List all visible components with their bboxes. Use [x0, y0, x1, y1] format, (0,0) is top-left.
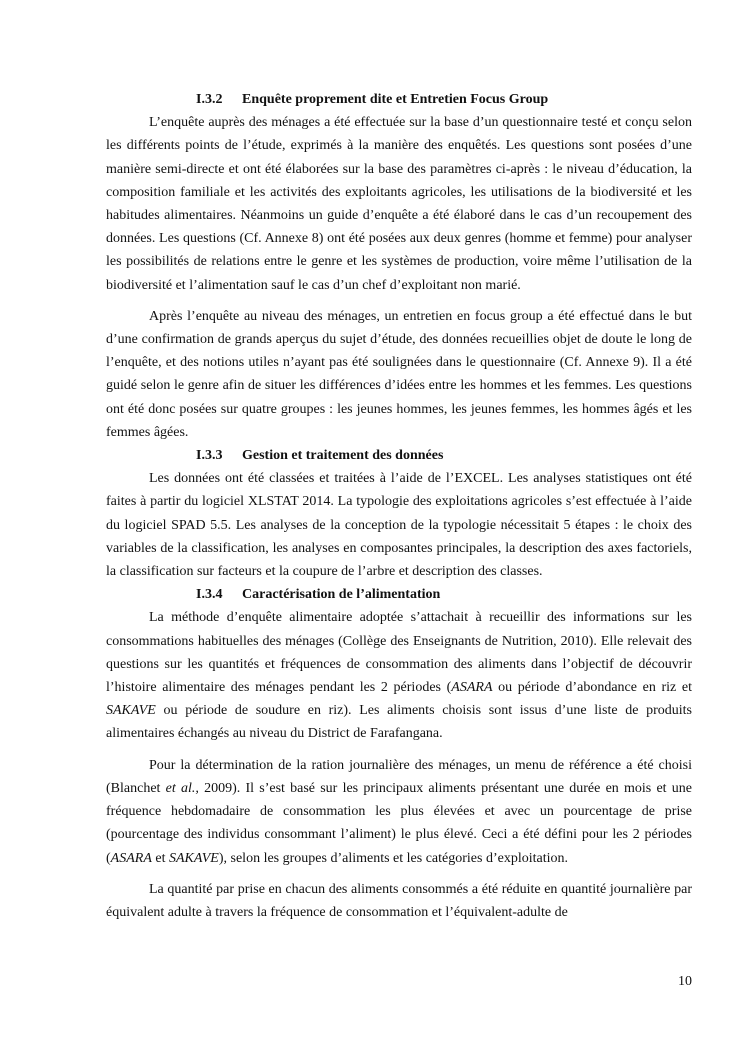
- document-page: [106, 88, 692, 924]
- paragraph: La méthode d’enquête alimentaire adoptée s’attachait à recueillir des informations sur les consommations habituelles des ménages (Collège des Enseignants de Nutrition, 2010). Elle relevait des questions sur les quantités et fréquences de consommation des aliments dans l’objectif de découvrir l’histoire alimentaire des ménages pendant les 2 périodes (ASARA ou période d’abondance en riz et SAKAVE ou période de soudure en riz). Les aliments choisis sont issus d’une liste de produits alimentaires échangés au niveau du District de Farafangana.: [106, 610, 692, 742]
- section-heading: [106, 583, 692, 606]
- section-number: I.3.4: [196, 587, 223, 603]
- section-title: Caractérisation de l’alimentation: [242, 587, 441, 603]
- section-heading: [106, 444, 692, 467]
- paragraph: Les données ont été classées et traitées à l’aide de l’EXCEL. Les analyses statistiques ont été faites à partir du logiciel XLSTAT 2014. La typologie des exploitations agricoles s’est effectuée à l’aide du logiciel SPAD 5.5. Les analyses de la conception de la typologie nécessitait 5 étapes : le choix des variables de la classification, les analyses en composantes principales, la description des axes factoriels, la classification sur facteurs et la coupure de l’arbre et description des classes.: [106, 471, 692, 580]
- paragraph: Pour la détermination de la ration journalière des ménages, un menu de référence a été choisi (Blanchet et al., 2009). Il s’est basé sur les principaux aliments présentant une durée en mois et une fréquence hebdomadaire de consommation les plus élevées et avec un pourcentage de prise (pourcentage des individus consommant l’aliment) le plus élevé. Ceci a été défini pour les 2 périodes (ASARA et SAKAVE), selon les groupes d’aliments et les catégories d’exploitation.: [106, 757, 693, 866]
- paragraph: Après l’enquête au niveau des ménages, un entretien en focus group a été effectué dans le but d’une confirmation de grands aperçus du sujet d’étude, des données recueillies objet de doute le long de l’enquête, et des notions utiles n’ayant pas été soulignées dans le questionnaire (Cf. Annexe 9). Il a été guidé selon le genre afin de situer les différences d’idées entre les hommes et les femmes. Les questions ont été donc posées sur quatre groupes : les jeunes hommes, les jeunes femmes, les hommes âgés et les femmes âgées.: [106, 308, 692, 440]
- section-title: Enquête proprement dite et Entretien Focus Group: [242, 92, 549, 107]
- section-title: Gestion et traitement des données: [242, 448, 444, 464]
- section-number: I.3.3: [196, 448, 223, 464]
- paragraph: La quantité par prise en chacun des aliments consommés a été réduite en quantité journalière par équivalent adulte à travers la fréquence de consommation et l’équivalent-adulte de: [106, 881, 692, 920]
- page-number: 10: [678, 974, 692, 989]
- section-heading: [106, 88, 692, 111]
- section-number: I.3.2: [196, 92, 223, 107]
- paragraph: L’enquête auprès des ménages a été effectuée sur la base d’un questionnaire testé et conçu selon les différents points de l’étude, exprimés à la manière des enquêtés. Les questions sont posées d’une manière semi-directe et ont été élaborées sur la base des paramètres ci-après : le niveau d’éducation, la composition familiale et les activités des exploitants agricoles, les utilisations de la biodiversité et les habitudes alimentaires. Néanmoins un guide d’enquête a été élaboré dans le cas d’un recoupement des données. Les questions (Cf. Annexe 8) ont été posées aux deux genres (homme et femme) pour analyser les possibilités de relations entre le genre et les systèmes de production, voire même l’utilisation de la biodiversité et l’alimentation sauf le cas d’un chef d’exploitant non marié.: [106, 115, 692, 293]
